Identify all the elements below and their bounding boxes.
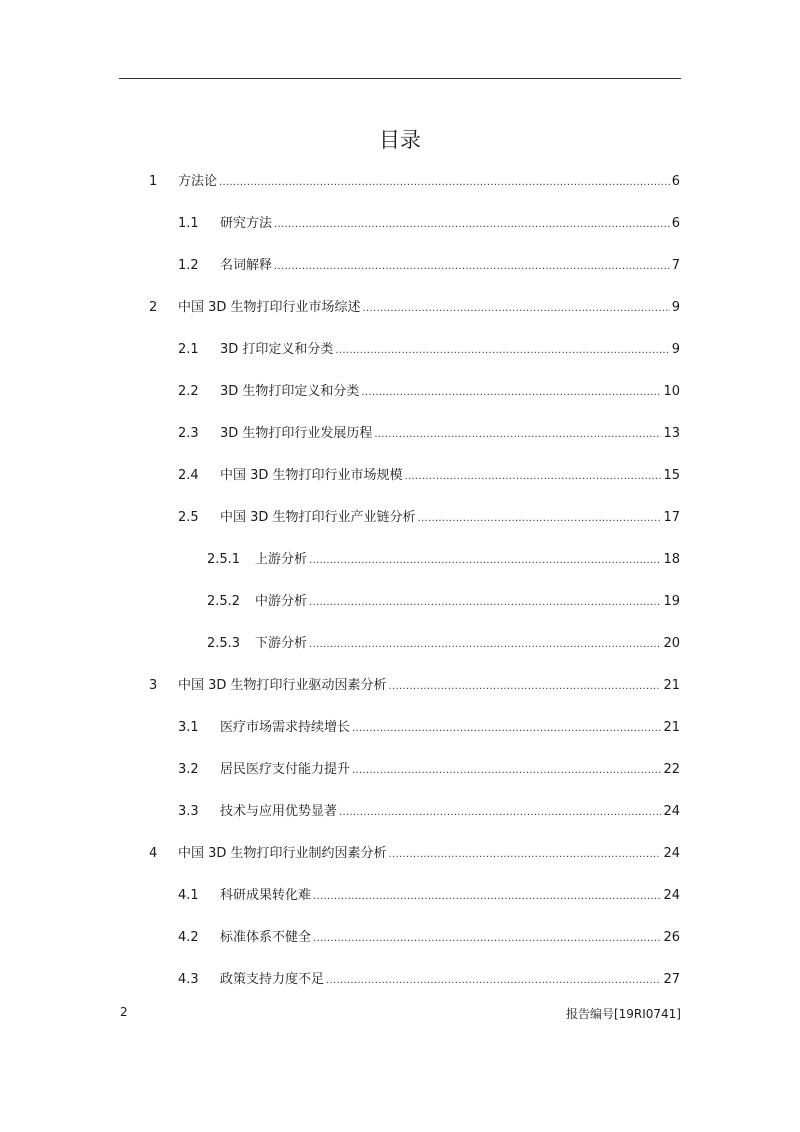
toc-number: 2.2 — [178, 384, 199, 399]
toc-page: 9 — [671, 300, 680, 315]
toc-leader — [389, 676, 662, 697]
toc-label: 上游分析 — [255, 552, 308, 567]
footer-page-number: 2 — [120, 1005, 128, 1019]
toc-entry[interactable] — [178, 256, 680, 276]
toc-entry[interactable] — [178, 508, 680, 528]
toc-entry[interactable] — [207, 550, 680, 570]
toc-page: 20 — [663, 636, 680, 651]
toc-label: 中国 3D 生物打印行业驱动因素分析 — [178, 678, 387, 693]
toc-leader — [309, 634, 661, 655]
toc-page: 24 — [663, 804, 680, 819]
toc-page: 9 — [671, 342, 680, 357]
toc-leader — [313, 928, 661, 949]
toc-entry[interactable] — [149, 844, 680, 864]
footer-report-id: 报告编号[19RI0741] — [565, 1007, 681, 1021]
toc-label: 科研成果转化难 — [220, 888, 312, 903]
toc-leader — [389, 844, 662, 865]
toc-page: 24 — [663, 846, 680, 861]
toc-number: 4.1 — [178, 888, 199, 903]
toc-number: 3 — [149, 678, 158, 693]
toc-label: 3D 生物打印行业发展历程 — [220, 426, 373, 441]
toc-entry[interactable] — [178, 970, 680, 990]
toc-entry[interactable] — [178, 340, 680, 360]
toc-page: 21 — [663, 678, 680, 693]
toc-label: 下游分析 — [255, 636, 308, 651]
toc-entry[interactable] — [178, 928, 680, 948]
toc-number: 2.5.2 — [207, 594, 241, 609]
toc-label: 中国 3D 生物打印行业产业链分析 — [220, 510, 416, 525]
toc-page: 7 — [671, 258, 680, 273]
toc-entry[interactable] — [149, 298, 680, 318]
page-title: 目录 — [379, 128, 421, 152]
toc-leader — [313, 886, 661, 907]
toc-number: 4.3 — [178, 972, 199, 987]
toc-page: 6 — [671, 174, 680, 189]
toc-number: 1 — [149, 174, 158, 189]
toc-leader — [418, 508, 662, 529]
toc-entry[interactable] — [149, 172, 680, 192]
toc-label: 中游分析 — [255, 594, 308, 609]
toc-number: 2 — [149, 300, 158, 315]
toc-label: 居民医疗支付能力提升 — [220, 762, 351, 777]
toc-leader — [352, 718, 661, 739]
toc-number: 4 — [149, 846, 158, 861]
toc-label: 医疗市场需求持续增长 — [220, 720, 351, 735]
toc-leader — [374, 424, 661, 445]
toc-number: 3.1 — [178, 720, 199, 735]
toc-page: 13 — [663, 426, 680, 441]
toc-label: 中国 3D 生物打印行业市场综述 — [178, 300, 361, 315]
toc-number: 2.5 — [178, 510, 199, 525]
toc-leader — [361, 382, 661, 403]
toc-entry[interactable] — [178, 214, 680, 234]
toc-label: 技术与应用优势显著 — [220, 804, 338, 819]
toc-page: 27 — [663, 972, 680, 987]
toc-leader — [363, 298, 670, 319]
toc-leader — [335, 340, 669, 361]
toc-entry[interactable] — [178, 424, 680, 444]
toc-page: 24 — [663, 888, 680, 903]
toc-label: 研究方法 — [220, 216, 273, 231]
toc-leader — [274, 256, 670, 277]
toc-entry[interactable] — [178, 718, 680, 738]
toc-page: 21 — [663, 720, 680, 735]
toc-page: 18 — [663, 552, 680, 567]
toc-page: 10 — [663, 384, 680, 399]
toc-leader — [405, 466, 662, 487]
toc-label: 3D 打印定义和分类 — [220, 342, 334, 357]
toc-number: 2.5.3 — [207, 636, 241, 651]
toc-number: 2.1 — [178, 342, 199, 357]
toc-label: 中国 3D 生物打印行业市场规模 — [220, 468, 403, 483]
toc-number: 4.2 — [178, 930, 199, 945]
toc-entry[interactable] — [178, 760, 680, 780]
toc-number: 3.3 — [178, 804, 199, 819]
toc-number: 2.4 — [178, 468, 199, 483]
toc-entry[interactable] — [178, 802, 680, 822]
toc-number: 3.2 — [178, 762, 199, 777]
toc-number: 1.1 — [178, 216, 199, 231]
toc-page: 22 — [663, 762, 680, 777]
toc-label: 3D 生物打印定义和分类 — [220, 384, 360, 399]
toc-number: 1.2 — [178, 258, 199, 273]
toc-entry[interactable] — [207, 592, 680, 612]
toc-page: 17 — [663, 510, 680, 525]
toc-page: 26 — [663, 930, 680, 945]
toc-label: 标准体系不健全 — [220, 930, 312, 945]
toc-entry[interactable] — [178, 886, 680, 906]
toc-label: 中国 3D 生物打印行业制约因素分析 — [178, 846, 387, 861]
toc-leader — [326, 970, 661, 991]
toc-entry[interactable] — [178, 466, 680, 486]
toc-leader — [339, 802, 661, 823]
toc-page: 15 — [663, 468, 680, 483]
toc-number: 2.3 — [178, 426, 199, 441]
toc-entry[interactable] — [207, 634, 680, 654]
toc-leader — [352, 760, 661, 781]
toc-label: 政策支持力度不足 — [220, 972, 325, 987]
toc-label: 名词解释 — [220, 258, 273, 273]
toc-entry[interactable] — [149, 676, 680, 696]
toc-leader — [274, 214, 670, 235]
toc-leader — [219, 172, 670, 193]
toc-page: 19 — [663, 594, 680, 609]
toc-leader — [309, 550, 661, 571]
toc-entry[interactable] — [178, 382, 680, 402]
toc-number: 2.5.1 — [207, 552, 241, 567]
toc-label: 方法论 — [178, 174, 218, 189]
toc-page: 6 — [671, 216, 680, 231]
toc-leader — [309, 592, 661, 613]
